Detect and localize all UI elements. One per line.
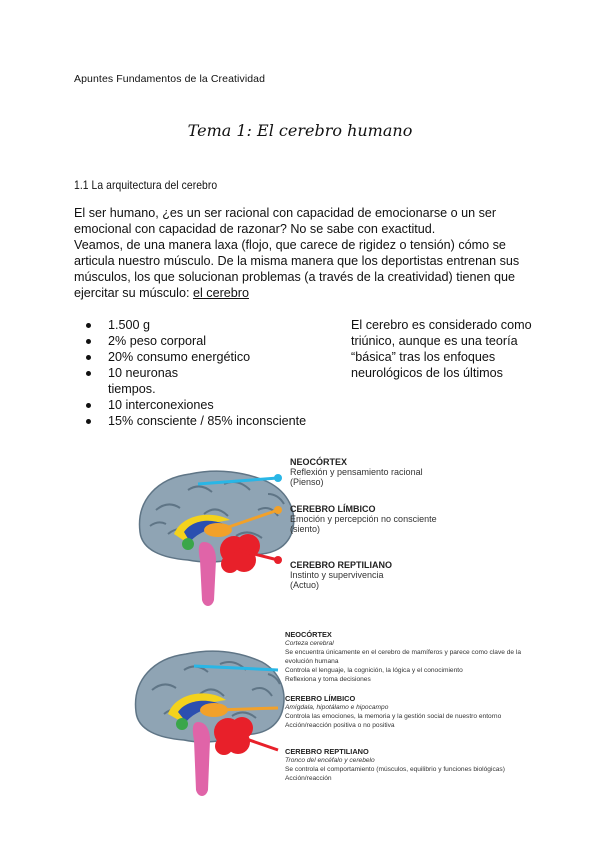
page-title: Tema 1: El cerebro humano xyxy=(187,121,413,140)
reptilian-label xyxy=(290,560,480,590)
limbic-title: CEREBRO LÍMBICO xyxy=(290,504,376,514)
paragraph-2-link[interactable]: el cerebro xyxy=(192,286,249,300)
list-item-text: 20% consumo energético xyxy=(108,350,251,364)
section-heading: 1.1 La arquitectura del cerebro xyxy=(74,178,218,192)
limbic-detail-title: CEREBRO LÍMBICO xyxy=(285,694,356,703)
brain-diagram-2 xyxy=(128,630,288,810)
bullet-icon xyxy=(86,355,91,360)
limbic-desc: Emoción y percepción no consciente xyxy=(290,514,437,524)
paragraph-1: El ser humano, ¿es un ser racional con capacidad de emocionarse o un ser emocional con capacidad de razonar? No se sabe con exactitud. xyxy=(74,206,497,236)
list-item-continuation: tiempos. xyxy=(108,382,156,396)
list-item-text: 10 interconexiones xyxy=(108,398,214,412)
bullet-icon xyxy=(86,403,91,408)
neocortex-pointer-icon xyxy=(274,474,282,482)
neocortex-detail-title: NEOCÓRTEX xyxy=(285,630,332,639)
list-item xyxy=(84,413,324,429)
facts-list xyxy=(84,317,324,429)
brain-illustration-icon xyxy=(136,651,284,796)
bullet-icon xyxy=(86,323,91,328)
paragraph-2-text: Veamos, de una manera laxa (flojo, que carece de rigidez o tensión) cómo se articula nuestro músculo. De la misma manera que los deportistas entrenan sus músculos, los que solucionan problemas (a través de la creatividad) tienen que ejercitar su músculo: xyxy=(74,238,520,300)
list-item-text: 2% peso corporal xyxy=(108,334,207,348)
limbic-detail-line: Acción/reacción positiva o no positiva xyxy=(285,722,395,729)
reptilian-pointer-icon xyxy=(274,556,282,564)
limbic-note: (siento) xyxy=(290,524,321,534)
reptilian-detail-sub: Tronco del encéfalo y cerebelo xyxy=(285,757,375,764)
reptilian-title: CEREBRO REPTILIANO xyxy=(290,560,393,570)
reptilian-desc: Instinto y supervivencia xyxy=(290,570,384,580)
neocortex-desc: Reflexión y pensamiento racional xyxy=(290,467,423,477)
reptilian-detail-line: Acción/reacción xyxy=(285,775,332,782)
list-item-text: 15% consciente / 85% inconsciente xyxy=(108,414,307,428)
list-item xyxy=(84,333,324,349)
bullet-icon xyxy=(86,371,91,376)
reptilian-note: (Actuo) xyxy=(290,580,320,590)
limbic-detail-line: Controla las emociones, la memoria y la gestión social de nuestro entorno xyxy=(285,713,502,720)
neocortex-detail xyxy=(285,630,545,684)
neocortex-note: (Pienso) xyxy=(290,477,324,487)
list-item xyxy=(84,397,324,413)
limbic-pointer-line-2 xyxy=(216,708,278,710)
neocortex-detail-line: Controla el lenguaje, la cognición, la lógica y el conocimiento xyxy=(285,667,463,674)
paragraph-2 xyxy=(74,237,544,301)
reptilian-detail-title: CEREBRO REPTILIANO xyxy=(285,747,369,756)
side-note: El cerebro es considerado como triúnico, aunque es una teoría “básica” tras los enfoques neurológicos de los últimos xyxy=(351,318,532,380)
brain-illustration-icon xyxy=(140,471,294,606)
document-header: Apuntes Fundamentos de la Creatividad xyxy=(74,73,266,85)
limbic-pointer-icon xyxy=(274,506,282,514)
limbic-detail-sub: Amígdala, hipotálamo e hipocampo xyxy=(285,704,389,711)
reptilian-detail xyxy=(285,747,545,783)
list-item xyxy=(84,317,324,333)
body-text xyxy=(74,205,544,301)
reptilian-detail-line: Se controla el comportamiento (músculos, equilibrio y funciones biológicas) xyxy=(285,766,505,773)
neocortex-label xyxy=(290,457,480,487)
bullet-icon xyxy=(86,339,91,344)
neocortex-title: NEOCÓRTEX xyxy=(290,457,348,467)
list-item xyxy=(84,349,324,365)
list-item-text: 10 neuronas xyxy=(108,366,179,380)
bullet-icon xyxy=(86,419,91,424)
list-item-text: 1.500 g xyxy=(108,318,151,332)
limbic-detail xyxy=(285,694,545,730)
neocortex-detail-line: Reflexiona y toma decisiones xyxy=(285,676,371,683)
neocortex-detail-line: Se encuentra únicamente en el cerebro de mamíferos y parece como clave de la evolución humana xyxy=(285,649,522,665)
neocortex-detail-sub: Corteza cerebral xyxy=(285,640,334,647)
limbic-label xyxy=(290,504,480,534)
list-item xyxy=(84,365,324,397)
